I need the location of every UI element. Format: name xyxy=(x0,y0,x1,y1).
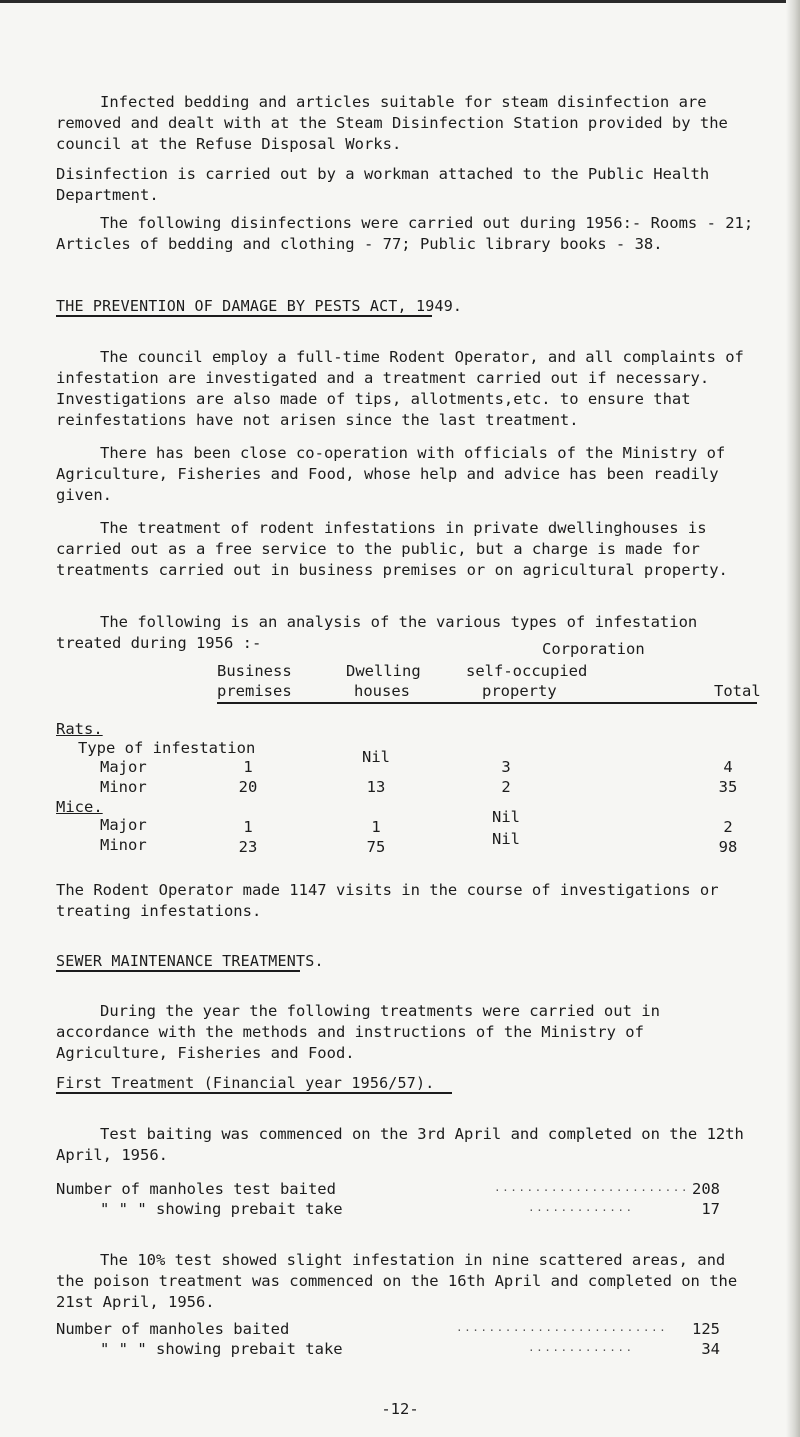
manholes-row xyxy=(56,1180,762,1202)
column-header-self-occupied: self-occupied xyxy=(466,662,588,680)
row-label-mice-major: Major xyxy=(100,816,147,834)
heading-prevention-act: THE PREVENTION OF DAMAGE BY PESTS ACT, 1949. xyxy=(56,297,463,315)
heading-underline xyxy=(56,315,432,317)
paragraph-workman: Disinfection is carried out by a workman attached to the Public Health Department. xyxy=(56,165,710,204)
cell-mice-minor-dwelling: 75 xyxy=(366,838,386,856)
cell-mice-major-business: 1 xyxy=(243,818,253,836)
cell-rats-major-business: 1 xyxy=(243,758,253,776)
cell-mice-major-dwelling: 1 xyxy=(371,818,381,836)
manholes-row-label: " " " showing prebait take xyxy=(100,1340,343,1358)
paragraph-rodent-operator: The council employ a full-time Rodent Operator, and all complaints of infestation are investigated and a treatment carried out if necessary. Investigations are also made of tips, allotments,etc. to ensure that reinfestations have not arisen since the last treatment. xyxy=(56,348,744,429)
column-header-business-premises: premises xyxy=(217,682,292,700)
manholes-row-label: Number of manholes test baited xyxy=(56,1180,336,1198)
cell-mice-minor-self-occupied: Nil xyxy=(492,830,520,848)
cell-mice-major-self-occupied: Nil xyxy=(492,808,520,826)
column-header-total: Total xyxy=(714,682,761,700)
paragraph-test-baiting: Test baiting was commenced on the 3rd April and completed on the 12th April, 1956. xyxy=(56,1125,744,1164)
manholes-row-value: 125 xyxy=(692,1320,720,1338)
manholes-row-value: 17 xyxy=(701,1200,720,1218)
heading-underline xyxy=(56,1092,452,1094)
dot-leader: ............. xyxy=(528,1201,634,1214)
cell-mice-major-total: 2 xyxy=(723,818,733,836)
cell-rats-minor-business: 20 xyxy=(238,778,258,796)
column-header-dwelling: Dwelling xyxy=(346,662,421,680)
scan-top-edge xyxy=(0,0,790,3)
scan-right-edge xyxy=(786,0,800,1437)
type-of-infestation-label: Type of infestation xyxy=(78,739,256,757)
paragraph-sewer-treatments: During the year the following treatments were carried out in accordance with the methods and instructions of the Ministry of Agriculture, Fisheries and Food. xyxy=(56,1002,660,1062)
header-underline xyxy=(217,702,757,704)
dot-leader: ............. xyxy=(528,1341,634,1354)
cell-mice-minor-business: 23 xyxy=(238,838,258,856)
paragraph-ten-percent: The 10% test showed slight infestation in nine scattered areas, and the poison treatment was commenced on the 16th April and completed on the 21st April, 1956. xyxy=(56,1251,738,1311)
column-header-business: Business xyxy=(217,662,292,680)
cell-rats-major-total: 4 xyxy=(723,758,733,776)
row-label-mice-minor: Minor xyxy=(100,836,147,854)
heading-underline xyxy=(56,970,300,972)
group-label-mice: Mice. xyxy=(56,798,103,816)
column-group-corporation: Corporation xyxy=(542,640,645,658)
dot-leader: .......................... xyxy=(456,1321,668,1334)
infestation-table xyxy=(56,640,762,870)
column-header-property: property xyxy=(482,682,557,700)
paragraph-bedding: Infected bedding and articles suitable for steam disinfection are removed and dealt with at the Steam Disinfection Station provided by the council at the Refuse Disposal Works. xyxy=(56,93,728,153)
manholes-row xyxy=(56,1340,762,1362)
paragraph-analysis: The following is an analysis of the various types of infestation treated during 1956 :- xyxy=(56,613,698,652)
dot-leader: ........................ xyxy=(494,1181,689,1194)
row-label-rats-major: Major xyxy=(100,758,147,776)
heading-sewer-maintenance: SEWER MAINTENANCE TREATMENTS. xyxy=(56,952,324,970)
manholes-row xyxy=(56,1320,762,1342)
cell-rats-minor-self-occupied: 2 xyxy=(501,778,511,796)
cell-rats-minor-dwelling: 13 xyxy=(366,778,386,796)
row-label-rats-minor: Minor xyxy=(100,778,147,796)
paragraph-visits: The Rodent Operator made 1147 visits in the course of investigations or treating infestations. xyxy=(56,881,719,920)
cell-rats-minor-total: 35 xyxy=(718,778,738,796)
cell-rats-major-self-occupied: 3 xyxy=(501,758,511,776)
heading-first-treatment: First Treatment (Financial year 1956/57). xyxy=(56,1074,435,1092)
group-label-rats: Rats. xyxy=(56,720,103,738)
paragraph-disinfections: The following disinfections were carried out during 1956:- Rooms - 21; Articles of bedding and clothing - 77; Public library books - 38. xyxy=(56,214,754,253)
paragraph-ministry: There has been close co-operation with officials of the Ministry of Agriculture, Fisheries and Food, whose help and advice has been readily given. xyxy=(56,444,726,504)
cell-rats-major-dwelling: Nil xyxy=(362,748,390,766)
manholes-row-label: " " " showing prebait take xyxy=(100,1200,343,1218)
paragraph-treatment: The treatment of rodent infestations in private dwellinghouses is carried out as a free service to the public, but a charge is made for treatments carried out in business premises or on agricultural property. xyxy=(56,519,728,579)
manholes-row-value: 34 xyxy=(701,1340,720,1358)
manholes-row-label: Number of manholes baited xyxy=(56,1320,290,1338)
column-header-dwelling-houses: houses xyxy=(354,682,410,700)
cell-mice-minor-total: 98 xyxy=(718,838,738,856)
page-number: -12- xyxy=(381,1400,419,1418)
manholes-row xyxy=(56,1200,762,1222)
manholes-row-value: 208 xyxy=(692,1180,720,1198)
